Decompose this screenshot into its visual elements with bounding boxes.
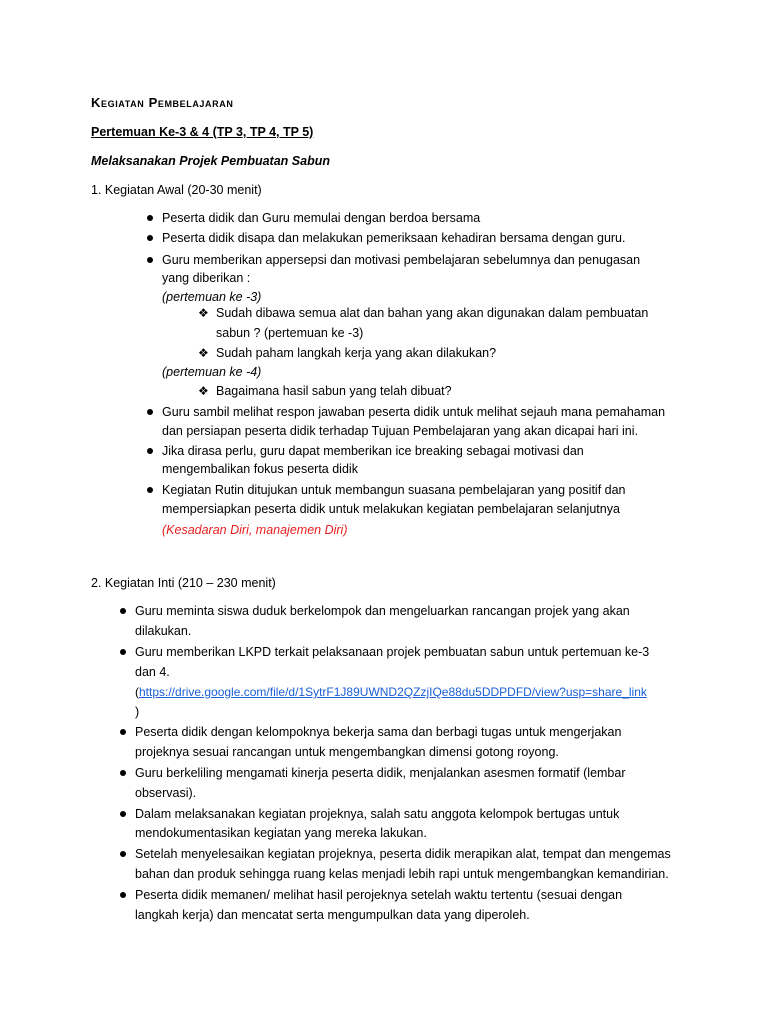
list-item: Guru berkeliling mengamati kinerja peserta didik, menjalankan asesmen formatif (lembar [135, 766, 626, 780]
list-item: Peserta didik dengan kelompoknya bekerja sama dan berbagi tugas untuk mengerjakan [135, 725, 622, 739]
list-item-continuation: yang diberikan : [162, 271, 251, 285]
list-item: Setelah menyelesaikan kegiatan projeknya, peserta didik merapikan alat, tempat dan mengemas [135, 847, 671, 861]
bullet-icon [120, 851, 126, 857]
open-paren: ( [135, 685, 139, 699]
section2-heading: 2. Kegiatan Inti (210 – 230 menit) [91, 576, 276, 590]
meeting-heading: Pertemuan Ke-3 & 4 (TP 3, TP 4, TP 5) [91, 125, 314, 139]
bullet-icon [120, 811, 126, 817]
list-item: Jika dirasa perlu, guru dapat memberikan ice breaking sebagai motivasi dan [162, 444, 584, 458]
lkpd-link[interactable]: https://drive.google.com/file/d/1SytrF1J89UWND2QZzjIQe88du5DDPDFD/view?usp=share_link [139, 685, 647, 699]
bullet-icon [147, 448, 153, 454]
link-line [135, 682, 647, 702]
diamond-bullet-icon: ❖ [198, 346, 209, 360]
list-item-continuation: projeknya sesuai rancangan untuk mengembangkan dimensi gotong royong. [135, 745, 559, 759]
list-item-continuation: langkah kerja) dan mencatat serta mengumpulkan data yang diperoleh. [135, 908, 530, 922]
list-item: Guru memberikan appersepsi dan motivasi pembelajaran sebelumnya dan penugasan [162, 253, 641, 267]
bullet-icon [120, 649, 126, 655]
list-item: Guru memberikan LKPD terkait pelaksanaan projek pembuatan sabun untuk pertemuan ke-3 [135, 645, 650, 659]
list-item: Guru meminta siswa duduk berkelompok dan mengeluarkan rancangan projek yang akan [135, 604, 630, 618]
bullet-icon [120, 770, 126, 776]
close-paren: ) [135, 705, 140, 719]
bullet-icon [147, 235, 153, 241]
list-item-continuation: mendokumentasikan kegiatan yang mereka lakukan. [135, 826, 427, 840]
bullet-icon [147, 487, 153, 493]
sub-list-item-continuation: sabun ? (pertemuan ke -3) [216, 326, 364, 340]
page-title: Kegiatan Pembelajaran [91, 95, 234, 110]
list-item: Guru sambil melihat respon jawaban peserta didik untuk melihat sejauh mana pemahaman [162, 405, 666, 419]
sub-list-item: Sudah paham langkah kerja yang akan dilakukan? [216, 346, 497, 360]
list-item: Kegiatan Rutin ditujukan untuk membangun suasana pembelajaran yang positif dan [162, 483, 626, 497]
competency-note: (Kesadaran Diri, manajemen Diri) [162, 523, 348, 537]
section1-heading: 1. Kegiatan Awal (20-30 menit) [91, 183, 262, 197]
meeting3-label: (pertemuan ke -3) [162, 290, 262, 304]
list-item-continuation: dilakukan. [135, 624, 192, 638]
bullet-icon [147, 257, 153, 263]
meeting4-label: (pertemuan ke -4) [162, 365, 262, 379]
diamond-bullet-icon: ❖ [198, 384, 209, 398]
list-item-continuation: bahan dan produk sehingga ruang kelas menjadi lebih rapi untuk mengembangkan kemandirian. [135, 867, 669, 881]
bullet-icon [147, 215, 153, 221]
bullet-icon [147, 409, 153, 415]
list-item-continuation: dan persiapan peserta didik terhadap Tujuan Pembelajaran yang akan dicapai hari ini. [162, 424, 639, 438]
list-item: Peserta didik memanen/ melihat hasil perojeknya setelah waktu tertentu (sesuai dengan [135, 888, 623, 902]
bullet-icon [120, 729, 126, 735]
list-item-continuation: dan 4. [135, 665, 170, 679]
diamond-bullet-icon: ❖ [198, 306, 209, 320]
list-item-continuation: mempersiapkan peserta didik untuk melakukan kegiatan pembelajaran selanjutnya [162, 502, 620, 516]
bullet-icon [120, 892, 126, 898]
project-heading: Melaksanakan Projek Pembuatan Sabun [91, 154, 330, 168]
sub-list-item: Bagaimana hasil sabun yang telah dibuat? [216, 384, 452, 398]
list-item: Dalam melaksanakan kegiatan projeknya, salah satu anggota kelompok bertugas untuk [135, 807, 620, 821]
list-item-continuation: mengembalikan fokus peserta didik [162, 462, 358, 476]
bullet-icon [120, 608, 126, 614]
sub-list-item: Sudah dibawa semua alat dan bahan yang akan digunakan dalam pembuatan [216, 306, 649, 320]
list-item-continuation: observasi). [135, 786, 197, 800]
list-item: Peserta didik dan Guru memulai dengan berdoa bersama [162, 211, 481, 225]
list-item: Peserta didik disapa dan melakukan pemeriksaan kehadiran bersama dengan guru. [162, 231, 626, 245]
